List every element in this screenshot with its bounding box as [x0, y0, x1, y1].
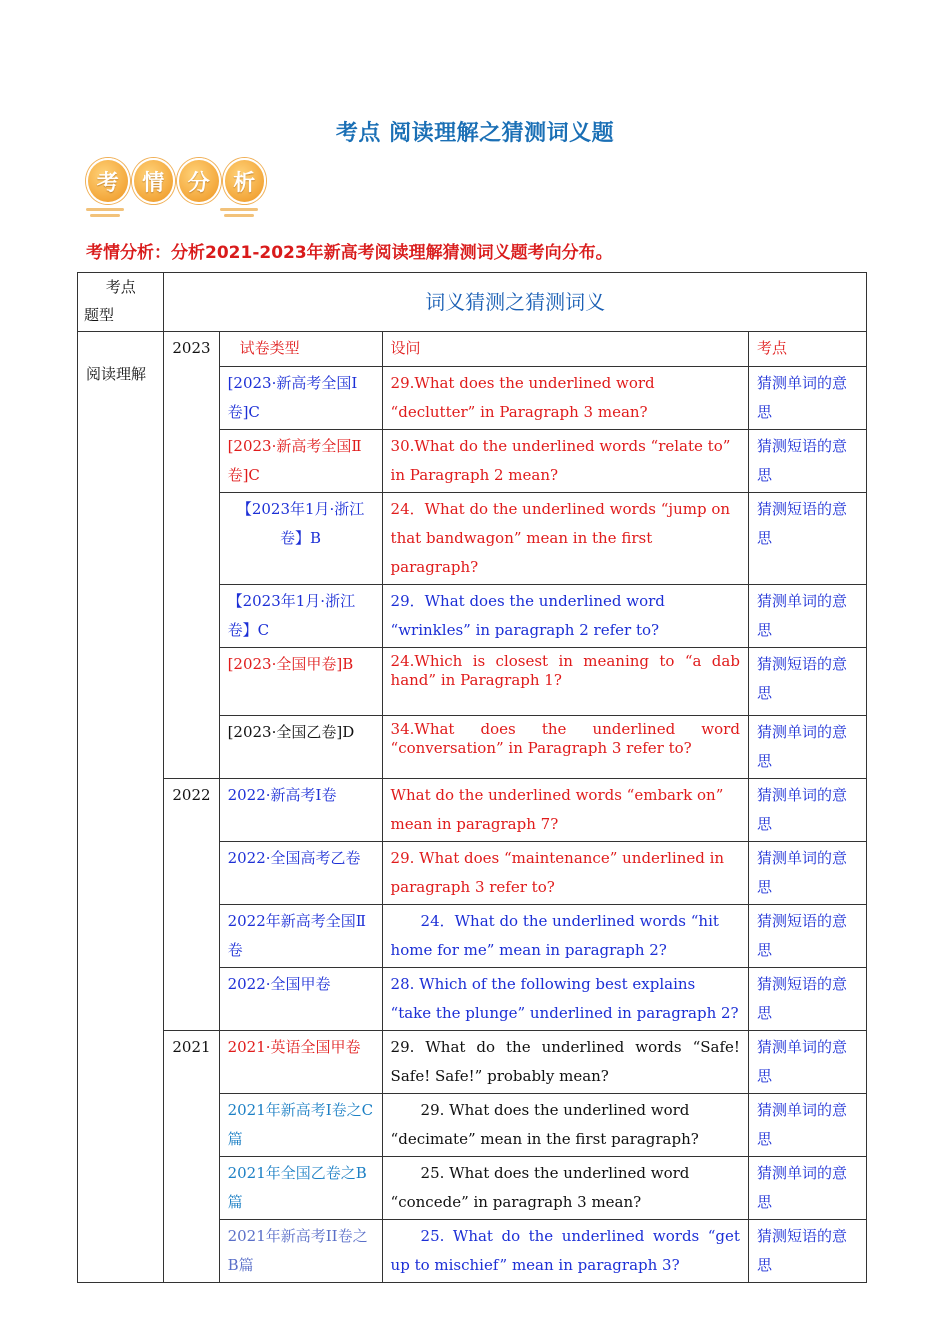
paper-cell: 2022·新高考I卷 [219, 779, 382, 842]
question-type: 阅读理解 [78, 332, 164, 1283]
point-cell: 猜测单词的意思 [748, 779, 866, 842]
question-cell: 29．What does the underlined word “wrinkles” in paragraph 2 refer to? [382, 585, 748, 648]
badge-char: 情 [132, 158, 176, 204]
paper-cell: 【2023年1月·浙江卷】C [219, 585, 382, 648]
question-cell: 30.What do the underlined words “relate to” in Paragraph 2 mean? [382, 430, 748, 493]
table-header-row [78, 273, 867, 332]
table-row [78, 1031, 867, 1094]
point-cell: 猜测单词的意思 [748, 1157, 866, 1220]
badge-decoration [86, 194, 258, 214]
header-corner: 考点 题型 [78, 273, 164, 332]
paper-cell: 【2023年1月·浙江卷】B [219, 493, 382, 585]
paper-cell: [2023·新高考全国Ⅰ卷]C [219, 367, 382, 430]
point-cell: 猜测短语的意思 [748, 648, 866, 716]
paper-cell: [2023·全国乙卷]D [219, 716, 382, 779]
question-cell: 24．What do the underlined words “hit home for me” mean in paragraph 2? [382, 905, 748, 968]
column-header-question: 设问 [382, 332, 748, 367]
question-cell: 25. What does the underlined word “concede” in paragraph 3 mean? [382, 1157, 748, 1220]
header-topic: 词义猜测之猜测词义 [164, 273, 867, 332]
year-cell: 2022 [164, 779, 219, 1031]
paper-cell: 2021·英语全国甲卷 [219, 1031, 382, 1094]
question-cell: 28. Which of the following best explains “take the plunge” underlined in paragraph 2? [382, 968, 748, 1031]
distribution-table [77, 272, 867, 1283]
column-header-point: 考点 [748, 332, 866, 367]
point-cell: 猜测短语的意思 [748, 430, 866, 493]
paper-cell: 2021年新高考II卷之B篇 [219, 1220, 382, 1283]
question-cell: 34.What does the underlined word “conversation” in Paragraph 3 refer to? [382, 716, 748, 779]
paper-cell: 2022·全国高考乙卷 [219, 842, 382, 905]
question-cell: 24.Which is closest in meaning to “a dab hand” in Paragraph 1? [382, 648, 748, 716]
point-cell: 猜测单词的意思 [748, 585, 866, 648]
point-cell: 猜测单词的意思 [748, 716, 866, 779]
point-cell: 猜测单词的意思 [748, 367, 866, 430]
point-cell: 猜测单词的意思 [748, 842, 866, 905]
paper-cell: 2021年新高考I卷之C篇 [219, 1094, 382, 1157]
point-cell: 猜测短语的意思 [748, 1220, 866, 1283]
question-cell: 25. What do the underlined words “get up to mischief” mean in paragraph 3? [382, 1220, 748, 1283]
analysis-badge [86, 158, 266, 222]
column-header-paper: 试卷类型 [219, 332, 382, 367]
question-cell: 29. What do the underlined words “Safe! Safe! Safe!” probably mean? [382, 1031, 748, 1094]
paper-cell: 2021年全国乙卷之B篇 [219, 1157, 382, 1220]
question-cell: What do the underlined words “embark on” mean in paragraph 7? [382, 779, 748, 842]
paper-cell: [2023·新高考全国Ⅱ卷]C [219, 430, 382, 493]
question-cell: 29. What does the underlined word “decimate” mean in the first paragraph? [382, 1094, 748, 1157]
page-title: 考点 阅读理解之猜测词义题 [335, 121, 615, 146]
analysis-subtitle: 考情分析：分析2021-2023年新高考阅读理解猜测词义题考向分布。 [86, 243, 613, 263]
paper-cell: [2023·全国甲卷]B [219, 648, 382, 716]
badge-char: 分 [177, 158, 221, 204]
point-cell: 猜测短语的意思 [748, 905, 866, 968]
question-cell: 29.What does the underlined word “declutter” in Paragraph 3 mean? [382, 367, 748, 430]
year-cell: 2023 [164, 332, 219, 779]
year-cell: 2021 [164, 1031, 219, 1283]
table-row [78, 332, 867, 367]
badge-char: 析 [223, 158, 267, 204]
badge-char: 考 [86, 158, 130, 204]
point-cell: 猜测单词的意思 [748, 1031, 866, 1094]
point-cell: 猜测单词的意思 [748, 1094, 866, 1157]
point-cell: 猜测短语的意思 [748, 493, 866, 585]
question-cell: 24．What do the underlined words “jump on that bandwagon” mean in the first paragraph? [382, 493, 748, 585]
table-row [78, 779, 867, 842]
point-cell: 猜测短语的意思 [748, 968, 866, 1031]
paper-cell: 2022年新高考全国Ⅱ卷 [219, 905, 382, 968]
question-cell: 29. What does “maintenance” underlined in paragraph 3 refer to? [382, 842, 748, 905]
paper-cell: 2022·全国甲卷 [219, 968, 382, 1031]
